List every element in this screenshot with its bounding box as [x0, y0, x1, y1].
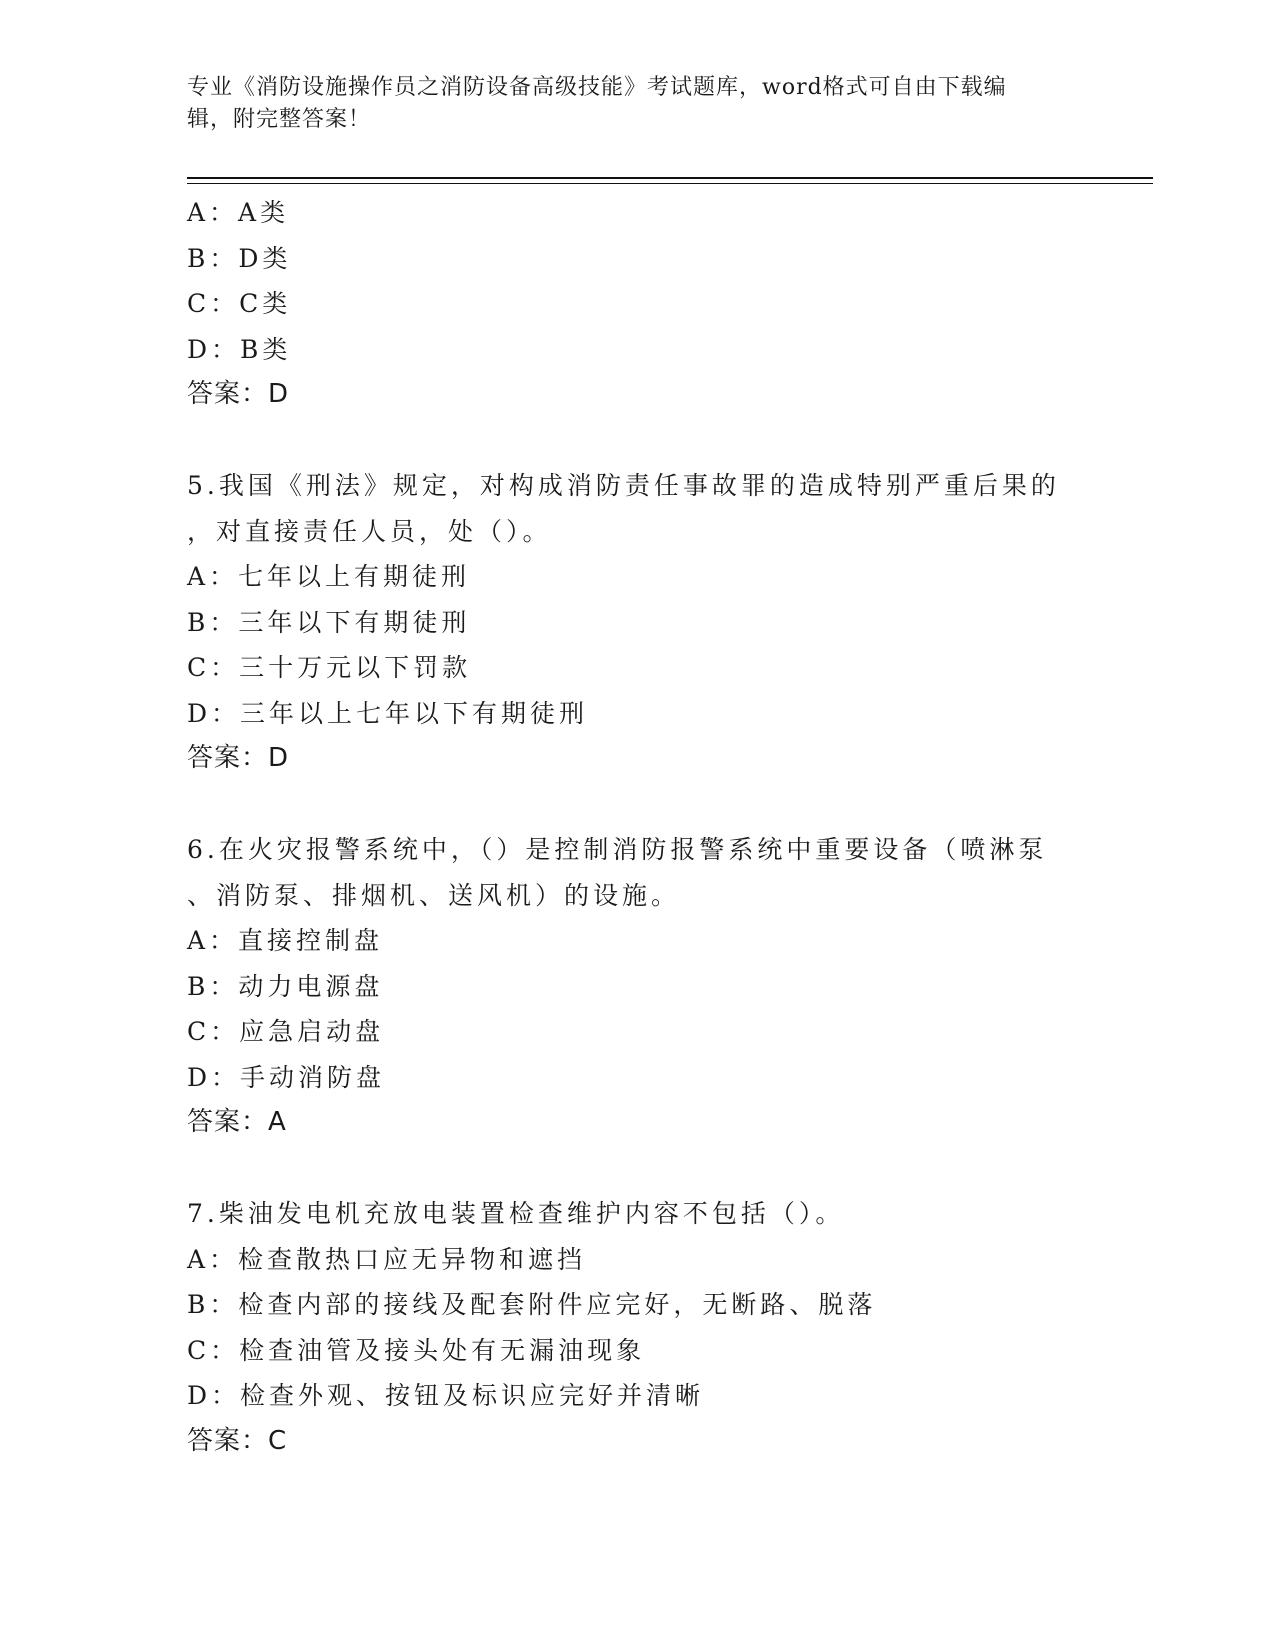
option-b: B：动力电源盘 — [187, 971, 384, 1001]
option-a: A：A类 — [187, 198, 290, 227]
spacer — [187, 418, 1147, 464]
header-divider-thick — [187, 177, 1153, 179]
option-b: B：三年以下有期徒刑 — [187, 607, 471, 637]
header-line-1: 专业《消防设施操作员之消防设备高级技能》考试题库，word格式可自由下载编 — [187, 75, 1007, 100]
option-a: A：七年以上有期徒刑 — [187, 562, 471, 591]
answer: 答案：D — [187, 743, 290, 773]
option-d: D：三年以上七年以下有期徒刑 — [187, 698, 589, 728]
document-header — [187, 72, 1067, 136]
question-stem-line-1: 5.我国《刑法》规定，对构成消防责任事故罪的造成特别严重后果的 — [187, 471, 1060, 500]
question-list — [187, 190, 1147, 1464]
option-a: A：检查散热口应无异物和遮挡 — [187, 1244, 587, 1274]
question-4 — [187, 190, 1147, 418]
question-5 — [187, 463, 1147, 782]
question-6 — [187, 827, 1147, 1146]
option-c: C：三十万元以下罚款 — [187, 653, 472, 682]
answer: 答案：C — [187, 1425, 288, 1456]
option-c: C：C类 — [187, 289, 292, 318]
question-7 — [187, 1191, 1147, 1464]
spacer — [187, 1146, 1147, 1192]
option-b: B：检查内部的接线及配套附件应完好，无断路、脱落 — [187, 1290, 877, 1319]
option-d: D：手动消防盘 — [187, 1062, 386, 1092]
question-stem-line-1: 7.柴油发电机充放电装置检查维护内容不包括（）。 — [187, 1199, 845, 1228]
question-stem-line-1: 6.在火灾报警系统中，（）是控制消防报警系统中重要设备（喷淋泵 — [187, 835, 1048, 864]
option-c: C：应急启动盘 — [187, 1017, 385, 1046]
spacer — [187, 782, 1147, 828]
option-a: A：直接控制盘 — [187, 926, 384, 955]
question-stem-line-2: 、消防泵、排烟机、送风机）的设施。 — [187, 880, 681, 910]
option-b: B：D类 — [187, 243, 292, 273]
option-d: D：检查外观、按钮及标识应完好并清晰 — [187, 1381, 705, 1410]
header-divider-thin — [187, 183, 1153, 184]
header-line-2: 辑，附完整答案！ — [187, 107, 372, 132]
question-stem-line-2: ，对直接责任人员，处（）。 — [187, 516, 552, 546]
option-d: D：B类 — [187, 334, 292, 364]
answer: 答案：D — [187, 379, 290, 409]
answer: 答案：A — [187, 1107, 287, 1137]
option-c: C：检查油管及接头处有无漏油现象 — [187, 1335, 646, 1365]
